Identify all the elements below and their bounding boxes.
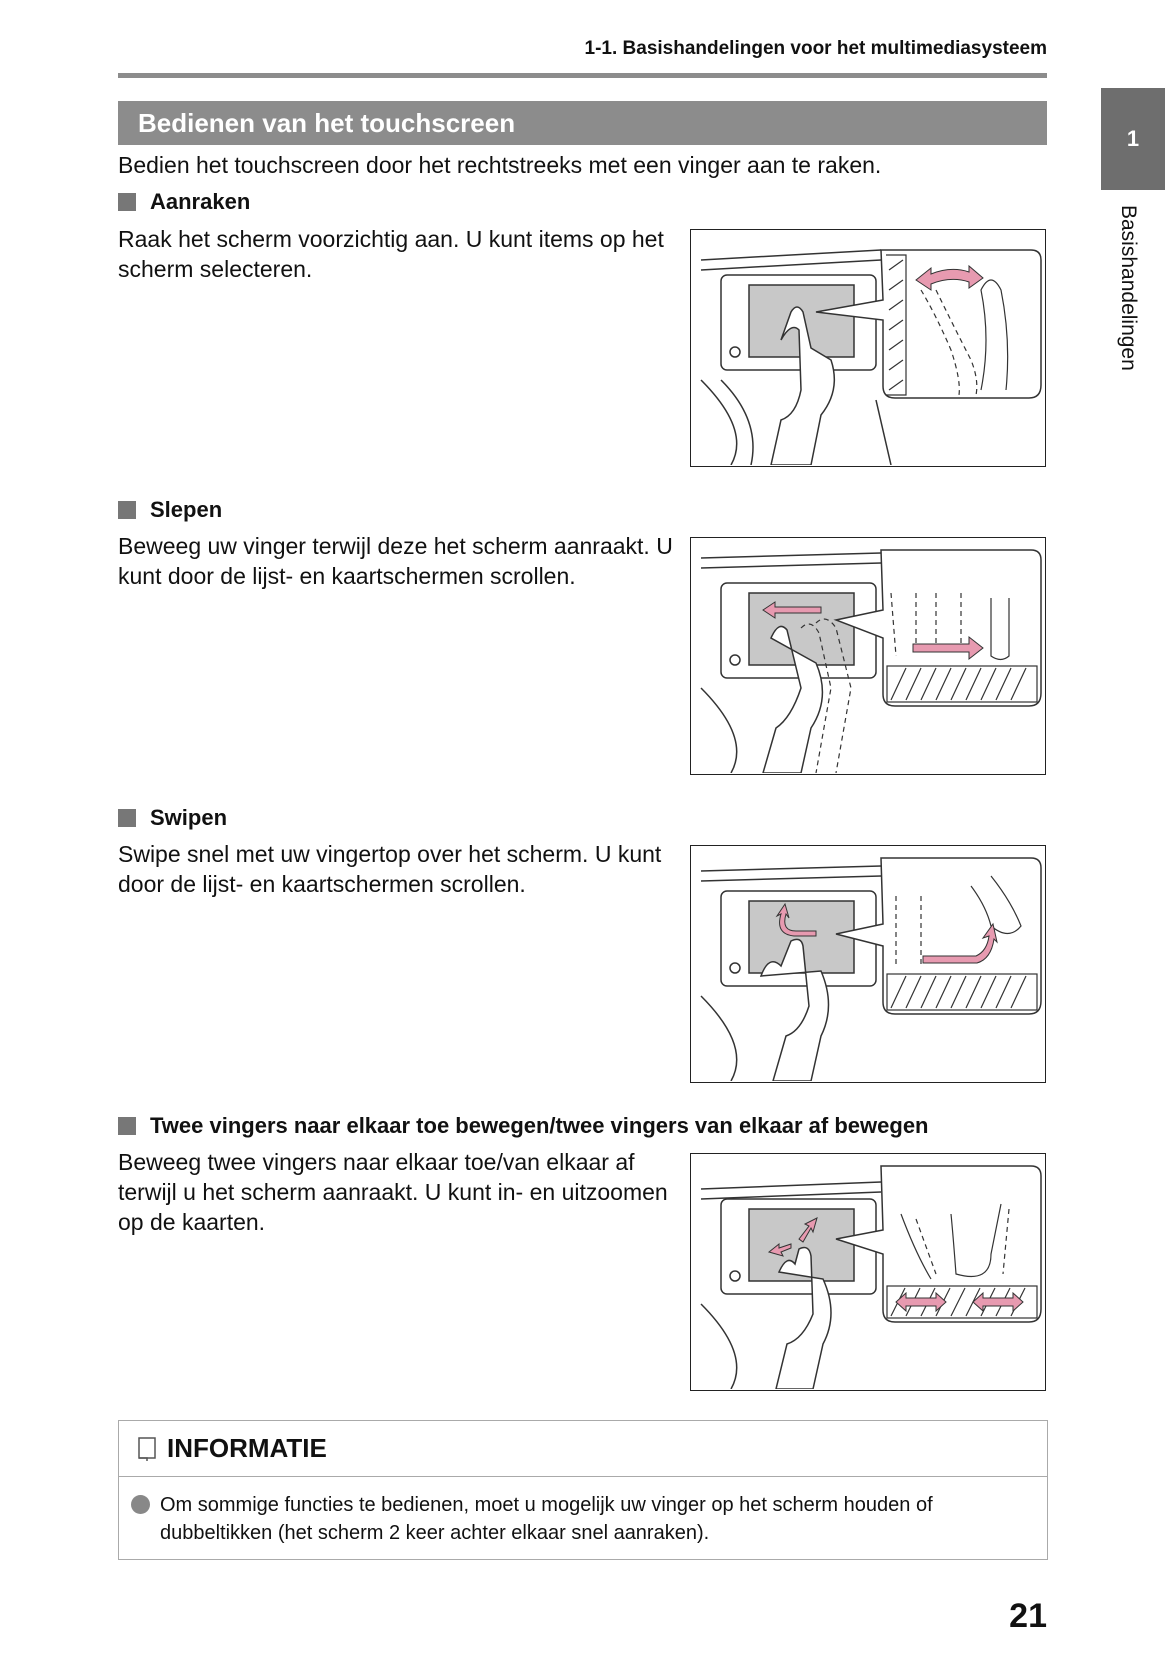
heading-slepen — [118, 497, 222, 523]
illustration-drag — [690, 537, 1046, 775]
square-bullet-icon — [118, 1117, 136, 1135]
heading-text: Slepen — [150, 497, 223, 522]
chapter-tab: 1 — [1101, 88, 1165, 190]
info-box — [118, 1420, 1048, 1560]
info-bullet-text: Om sommige functies te bedienen, moet u mogelijk uw vinger op het scherm houden of dubbeltikken (het scherm 2 keer achter elkaar snel aanraken). — [160, 1494, 933, 1544]
heading-swipen — [118, 805, 227, 831]
info-header — [119, 1421, 1047, 1477]
heading-pinch — [118, 1113, 929, 1139]
running-header: 1-1. Basishandelingen voor het multimediasysteem — [584, 38, 1047, 59]
section-intro: Bedien het touchscreen door het rechtstreeks met een vinger aan te raken. — [118, 152, 882, 178]
illustration-tap — [690, 229, 1046, 467]
illustration-pinch — [690, 1153, 1046, 1391]
square-bullet-icon — [118, 809, 136, 827]
bullet-dot-icon — [131, 1495, 150, 1514]
text-swipen: Swipe snel met uw vingertop over het scherm. U kunt door de lijst- en kaartschermen scrollen. — [118, 841, 662, 897]
page-number: 21 — [1009, 1597, 1047, 1635]
chapter-label: Basishandelingen — [1117, 205, 1140, 371]
square-bullet-icon — [118, 501, 136, 519]
heading-text: Aanraken — [150, 189, 251, 214]
heading-aanraken — [118, 189, 250, 215]
text-pinch: Beweeg twee vingers naar elkaar toe/van elkaar af terwijl u het scherm aanraakt. U kunt in- en uitzoomen op de kaarten. — [118, 1149, 668, 1235]
section-title: Bedienen van het touchscreen — [118, 101, 1047, 145]
header-rule — [118, 73, 1047, 78]
info-bullet — [131, 1491, 1031, 1547]
text-slepen: Beweeg uw vinger terwijl deze het scherm aanraakt. U kunt door de lijst- en kaartschermen scrollen. — [118, 533, 673, 589]
square-bullet-icon — [118, 193, 136, 211]
heading-text: Swipen — [150, 805, 228, 830]
illustration-swipe — [690, 845, 1046, 1083]
text-aanraken: Raak het scherm voorzichtig aan. U kunt items op het scherm selecteren. — [118, 226, 664, 282]
note-icon — [137, 1436, 159, 1462]
info-title: INFORMATIE — [167, 1433, 327, 1463]
heading-text: Twee vingers naar elkaar toe bewegen/twee vingers van elkaar af bewegen — [150, 1113, 929, 1138]
